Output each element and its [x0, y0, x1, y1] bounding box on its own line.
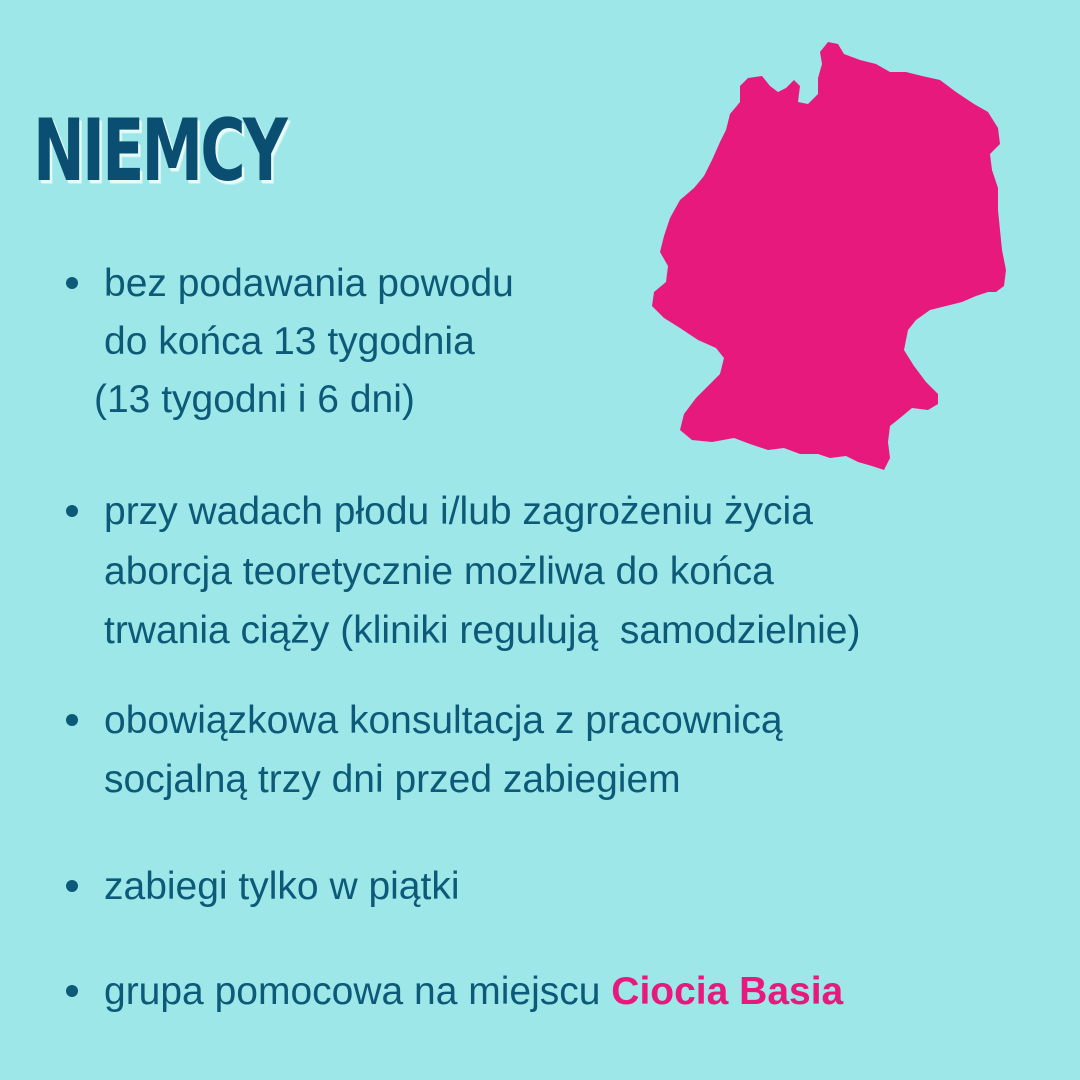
page-title: NIEMCY — [33, 101, 285, 201]
bullet-line: socjalną trzy dni przed zabiegiem — [104, 758, 681, 801]
bullet-line: do końca 13 tygodnia — [104, 320, 475, 363]
bullet-text: grupa pomocowa na miejscu — [104, 970, 612, 1013]
bullet-line — [104, 972, 843, 1011]
bullet-dot — [66, 505, 78, 517]
bullet-line: aborcja teoretycznie możliwa do końca — [104, 550, 774, 593]
bullet-dot — [66, 714, 78, 726]
bullet-line: zabiegi tylko w piątki — [104, 865, 460, 908]
bullet-dot — [66, 880, 78, 892]
bullet-line: obowiązkowa konsultacja z pracownicą — [104, 699, 783, 742]
bullet-line: trwania ciąży (kliniki regulują samodzielnie) — [104, 609, 861, 652]
bullet-line: (13 tygodni i 6 dni) — [94, 378, 415, 421]
support-group-name: Ciocia Basia — [611, 970, 844, 1013]
bullet-dot — [66, 277, 78, 289]
bullet-line: bez podawania powodu — [104, 262, 514, 305]
bullet-dot — [66, 985, 78, 997]
bullet-line: przy wadach płodu i/lub zagrożeniu życia — [104, 490, 813, 533]
